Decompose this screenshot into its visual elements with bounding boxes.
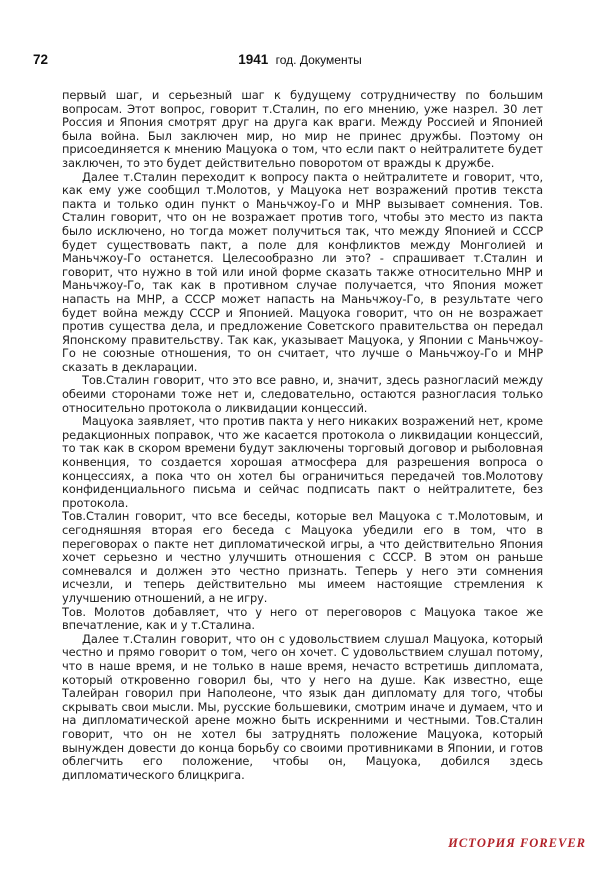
paragraph: Тов.Сталин говорит, что это все равно, и, значит, здесь разногласий между обеими сторонами тоже нет и, следовательно, остаются разногласия только относительно протокола о ликвидации концессий. [62,373,543,415]
running-head [0,52,600,67]
watermark: ИСТОРИЯ FOREVER [448,836,586,850]
body-text [62,89,543,782]
page-number: 72 [33,52,49,67]
running-head-title: год. Документы [275,53,362,67]
paragraph: первый шаг, и серьезный шаг к будущему сотрудничеству по большим вопросам. Этот вопрос, говорит т.Сталин, по его мнению, уже назрел. 30 лет Россия и Япония смотрят друг на друга как враги. Между Россией и Японией была война. Был заключен мир, но мир не принес дружбы. Поэтому он присоединяется к мнению Мацуока о том, что если пакт о нейтралитете будет заключен, то это будет действительно поворотом от вражды к дружбе. [62,88,543,170]
paragraph: Далее т.Сталин переходит к вопросу пакта о нейтралитете и говорит, что, как ему уже сообщил т.Молотов, у Мацуока нет возражений против текста пакта и только один пункт о Маньчжоу-Го и МНР вызывает сомнения. Тов. Сталин говорит, что он не возражает против того, чтобы это место из пакта было исключено, но тогда может получиться так, что между Японией и СССР будет существовать пакт, а поле для конфликтов между Монголией и Маньчжоу-Го останется. Целесообразно ли это? - спрашивает т.Сталин и говорит, что нужно в той или иной форме сказать также относительно МНР и Маньчжоу-Го, так как в противном случае получается, что Япония может напасть на МНР, а СССР может напасть на Маньчжоу-Го, в результате чего будет война между СССР и Японией. Мацуока говорит, что он не возражает против существа дела, и предложение Советского правительства он передал Японскому правительству. Так как, указывает Мацуока, у Японии с Маньчжоу-Го не союзные отношения, то он считает, что лучше о Маньчжоу-Го и МНР сказать в декларации. [62,169,543,374]
running-head-year: 1941 [238,52,269,67]
paragraph: Тов. Молотов добавляет, что у него от переговоров с Мацуока такое же впечатление, как и у т.Сталина. [62,604,543,633]
paragraph: Далее т.Сталин говорит, что он с удовольствием слушал Мацуока, который честно и прямо говорит о том, чего он хочет. С удовольствием слушал потому, что в наше время, и не только в наше время, нечасто встретишь дипломата, который откровенно говорил бы, что у него на душе. Как известно, еще Талейран говорил при Наполеоне, что язык дан дипломату для того, чтобы скрывать свои мысли. Мы, русские большевики, смотрим иначе и думаем, что и на дипломатической арене можно быть искренними и честными. Тов.Сталин говорит, что он не хотел бы затруднять положение Мацуока, который вынужден довести до конца борьбу со своими противниками в Японии, и готов облегчить его положение, чтобы он, Мацуока, добился здесь дипломатического блицкрига. [62,631,543,782]
paragraph: Мацуока заявляет, что против пакта у него никаких возражений нет, кроме редакционных поправок, что же касается протокола о ликвидации концессий, то так как в скором времени будут заключены торговый договор и рыболовная конвенция, то создается хорошая атмосфера для разрешения вопроса о концессиях, а пока что он хотел бы ограничиться передачей тов.Молотову конфиденциального письма и сейчас подписать пакт о нейтралитете, без протокола. [62,414,543,510]
paragraph: Тов.Сталин говорит, что все беседы, которые вел Мацуока с т.Молотовым, и сегодняшняя вторая его беседа с Мацуока убедили его в том, что в переговорах о пакте нет дипломатической игры, а что действительно Япония хочет серьезно и честно улучшить отношения с СССР. В этом он раньше сомневался и должен это честно признать. Теперь у него эти сомнения исчезли, и теперь действительно мы имеем настоящие стремления к улучшению отношений, а не игру. [62,509,543,605]
